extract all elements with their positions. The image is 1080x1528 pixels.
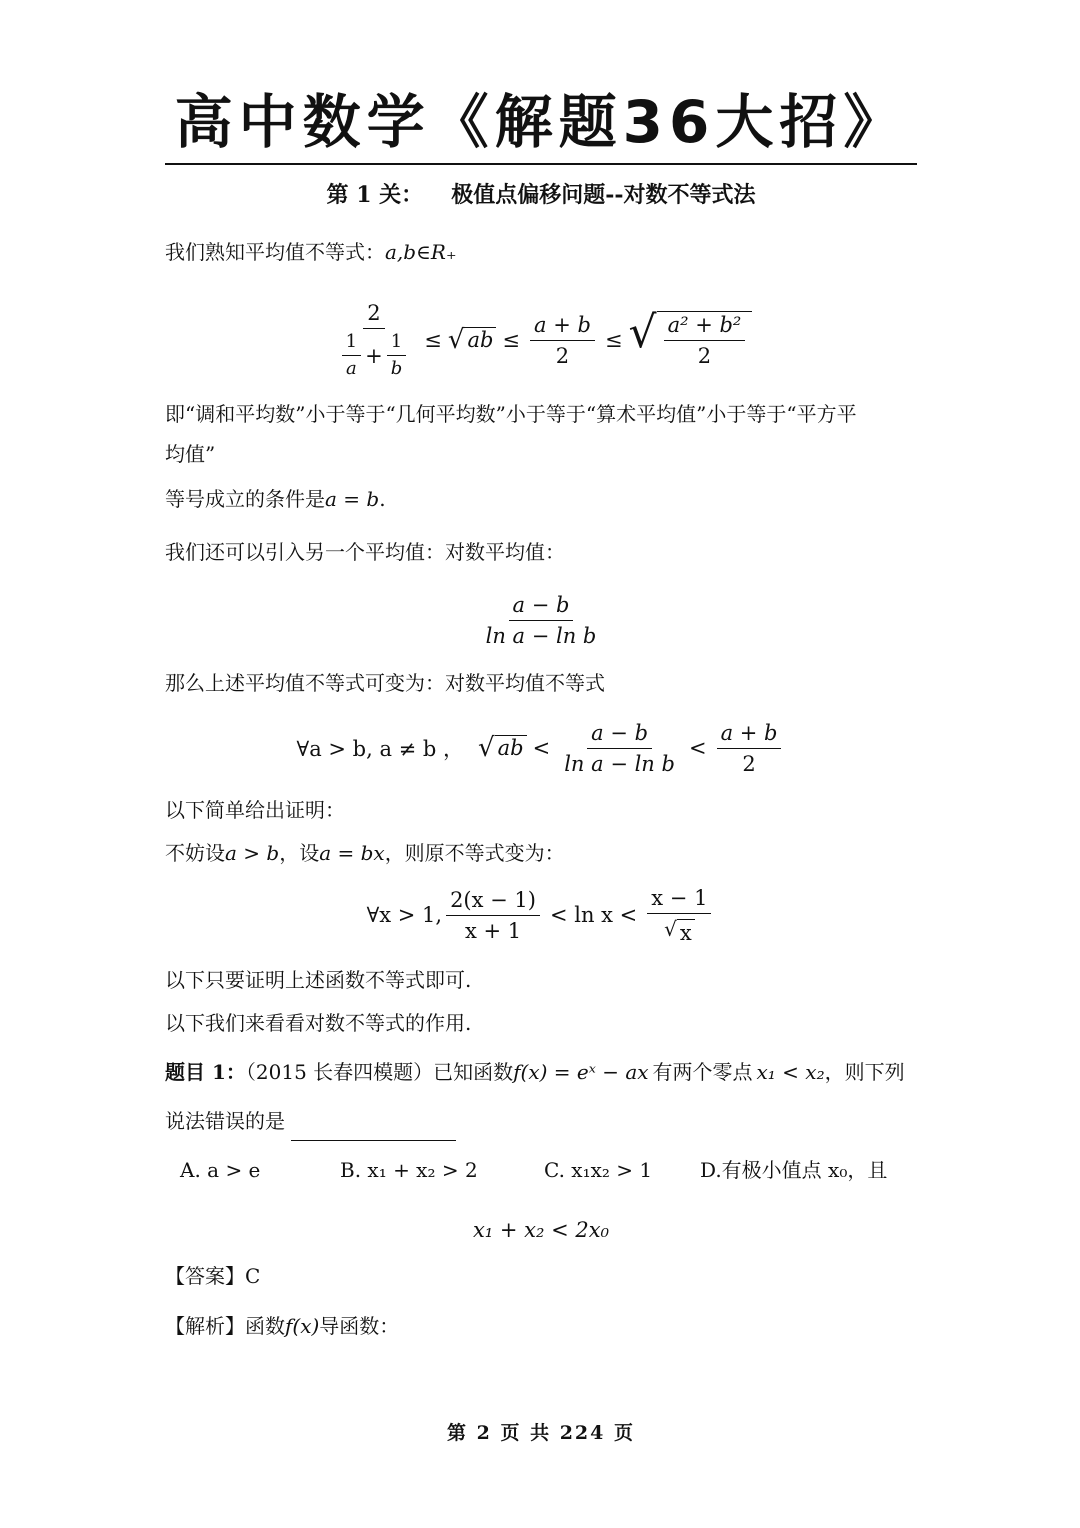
- arithmetic-mean: $\frac{a + b}{2}$: [530, 312, 595, 369]
- proof-intro: 以下简单给出证明：: [165, 798, 345, 822]
- conclude-line-2: 以下我们来看看对数不等式的作用.: [165, 1011, 472, 1035]
- option-c: C. x₁x₂ > 1: [544, 1158, 653, 1182]
- wlog-line: 不妨设a > b，设a = bx，则原不等式变为：: [165, 841, 565, 865]
- log-mean-inequality: ∀a > b, a ≠ b ， √ ab < $\frac{a - b}{\text{ln a − ln b}}$ < $\frac{a + b}{2}$: [165, 718, 917, 778]
- log-mean-intro: 我们还可以引入另一个平均值：对数平均值：: [165, 540, 565, 564]
- sqrt-symbol: √: [447, 325, 465, 355]
- option-d-continued: x₁ + x₂ < 2x₀: [472, 1218, 610, 1242]
- geometric-mean: √ ab: [448, 327, 497, 353]
- harmonic-mean: 2 $\frac{1}{a}$ + $\frac{1}{b}$: [334, 300, 415, 380]
- mean-inequality-formula: 2 $\frac{1}{a}$ + $\frac{1}{b}$ ≤ √ ab ≤ $\frac{a + b}{2}$ ≤ √ $\frac{\text{a² + b²}}{2}$: [165, 298, 917, 382]
- intro-line: [165, 232, 917, 272]
- problem-label: 题目 1：: [165, 1060, 246, 1084]
- conclude-line-1: 以下只要证明上述函数不等式即可.: [165, 968, 472, 992]
- intro-math: a,b∈R₊: [385, 240, 457, 264]
- answer-line: [165, 1256, 917, 1296]
- explain-line-2: 均值”: [165, 442, 216, 466]
- problem-statement: 题目 1：（2015 长春四模题）已知函数f(x) = eˣ − ax 有两个零点 x₁ < x₂，则下列: [165, 1060, 905, 1084]
- answer-blank: [291, 1114, 456, 1141]
- variant-intro: 那么上述平均值不等式可变为：对数平均值不等式: [165, 671, 605, 695]
- section-heading: [165, 178, 917, 212]
- hm-numerator: 2: [363, 300, 384, 329]
- intro-text: 我们熟知平均值不等式：: [165, 240, 385, 264]
- problem-question: 说法错误的是: [165, 1101, 917, 1141]
- title-divider: [165, 163, 917, 165]
- option-b: B. x₁ + x₂ > 2: [340, 1158, 478, 1182]
- equality-condition: 等号成立的条件是a = b.: [165, 487, 386, 511]
- option-d: D.有极小值点 x₀，且: [700, 1158, 888, 1182]
- page-title: 高中数学《解题36大招》: [174, 88, 908, 156]
- explain-line-1: 即“调和平均数”小于等于“几何平均数”小于等于“算术平均值”小于等于“平方平: [165, 402, 857, 426]
- log-mean-formula: $\frac{a - b}{\text{ln a − ln b}}$: [485, 592, 597, 648]
- answer-value: C: [245, 1264, 261, 1288]
- sqrt-symbol: √: [628, 307, 657, 358]
- answer-label: 【答案】: [165, 1264, 245, 1288]
- analysis-label: 【解析】: [165, 1314, 245, 1338]
- page-number: 第 2 页 共 224 页: [447, 1422, 635, 1444]
- section-name: 极值点偏移问题--对数不等式法: [451, 182, 756, 208]
- analysis-line: 【解析】函数f(x)导函数：: [165, 1314, 400, 1338]
- section-level: 第 1 关：: [326, 182, 424, 208]
- option-a: A. a > e: [180, 1158, 261, 1182]
- quadratic-mean: √ $\frac{\text{a² + b²}}{2}$: [629, 311, 753, 369]
- function-inequality: ∀x > 1, $\frac{2(x - 1)}{x + 1}$ < ln x < x − 1 √ x: [165, 884, 917, 946]
